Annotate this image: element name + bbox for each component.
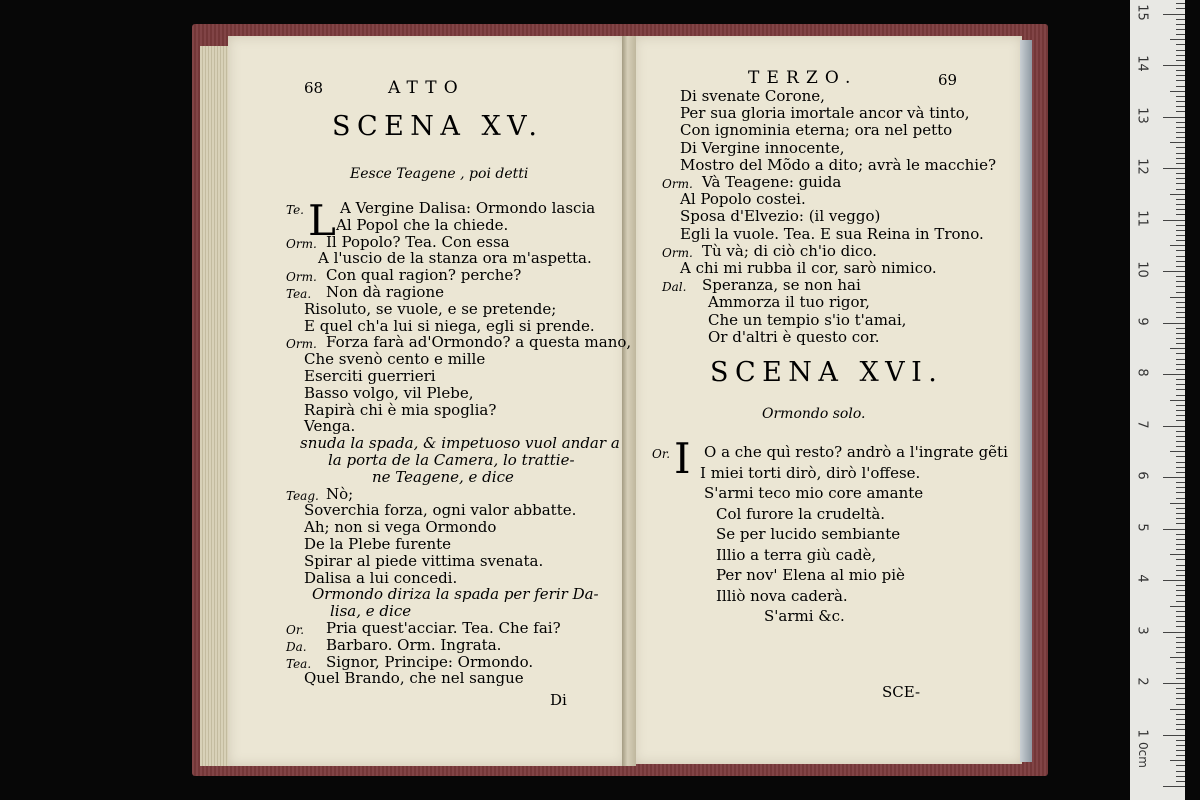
ruler-tick: [1176, 585, 1185, 586]
ruler-tick: [1176, 776, 1185, 777]
ruler-tick: [1176, 29, 1185, 30]
verse-line: E quel ch'a lui si niega, egli si prende.: [304, 316, 595, 335]
ruler-tick: [1176, 405, 1185, 406]
ruler-label: 14: [1134, 55, 1150, 72]
ruler-tick: [1176, 369, 1185, 370]
ruler-tick: [1176, 199, 1185, 200]
ruler-tick: [1163, 580, 1185, 581]
ruler-tick: [1163, 477, 1185, 478]
ruler-tick: [1176, 765, 1185, 766]
ruler-tick: [1176, 189, 1185, 190]
ruler-tick: [1176, 420, 1185, 421]
verse-line: Signor, Principe: Ormondo.: [326, 652, 534, 671]
ruler-label: 6: [1134, 471, 1150, 480]
ruler-tick: [1170, 245, 1185, 246]
ruler-tick: [1176, 286, 1185, 287]
ruler-label: 15: [1134, 3, 1150, 21]
ruler-tick: [1176, 781, 1185, 782]
speaker-label: Da.: [286, 639, 307, 654]
verse-line: Mostro del Mõdo a dito; avrà le macchie?: [680, 155, 996, 174]
ruler-tick: [1176, 302, 1185, 303]
stage-direction-line: la porta de la Camera, lo trattie-: [328, 451, 575, 469]
ruler-tick: [1163, 14, 1185, 15]
speaker-label: Orm.: [286, 236, 317, 251]
ruler-tick: [1176, 487, 1185, 488]
book-gutter: [622, 36, 636, 766]
ruler-tick: [1170, 657, 1185, 658]
scene-title-xvi: SCENA XVI.: [710, 357, 944, 388]
speaker-label: Orm.: [662, 245, 693, 260]
ruler-label: 10: [1134, 261, 1150, 278]
ruler-tick: [1176, 307, 1185, 308]
verse-line: Ammorza il tuo rigor,: [708, 293, 870, 312]
ruler-tick: [1170, 348, 1185, 349]
verse-line: Soverchia forza, ogni valor abbatte.: [304, 501, 577, 520]
verse-line: Di Vergine innocente,: [680, 138, 845, 157]
ruler-tick: [1163, 168, 1185, 169]
ruler-tick: [1170, 194, 1185, 195]
ruler-tick: [1176, 534, 1185, 535]
ruler-tick: [1176, 106, 1185, 107]
ruler-tick: [1176, 44, 1185, 45]
stage-direction-line: lisa, e dice: [330, 602, 412, 621]
ruler-tick: [1163, 632, 1185, 633]
verse-line: Illiò nova caderà.: [716, 586, 848, 605]
ruler-tick: [1176, 317, 1185, 318]
verse-line: A l'uscio de la stanza ora m'aspetta.: [318, 249, 592, 268]
speaker-label: Tea.: [286, 287, 312, 301]
verse-line: Il Popolo? Tea. Con essa: [326, 232, 510, 251]
ruler-tick: [1176, 281, 1185, 282]
ruler-label: 13: [1134, 106, 1150, 124]
ruler-tick: [1176, 498, 1185, 499]
ruler-tick: [1163, 735, 1185, 736]
ruler-tick: [1176, 240, 1185, 241]
ruler-tick: [1176, 637, 1185, 638]
ruler-label: 2: [1134, 677, 1150, 686]
ruler-tick: [1176, 256, 1185, 257]
verse-line: Tù và; di ciò ch'io dico.: [702, 241, 877, 260]
ruler-tick: [1163, 323, 1185, 324]
verse-line: Rapirà chi è mia spoglia?: [304, 400, 497, 419]
ruler-tick: [1163, 65, 1185, 66]
ruler-tick: [1176, 225, 1185, 226]
running-header-right: TERZO.: [748, 68, 858, 88]
ruler-tick: [1176, 8, 1185, 9]
ruler-tick: [1163, 374, 1185, 375]
verse-line: I miei torti dirò, dirò l'offese.: [700, 463, 921, 482]
ruler-tick: [1176, 250, 1185, 251]
ruler-tick: [1176, 261, 1185, 262]
verse-line: Spirar al piede vittima svenata.: [304, 551, 544, 570]
ruler-tick: [1176, 19, 1185, 20]
verse-line: Forza farà ad'Ormondo? a questa mano,: [326, 333, 632, 352]
verse-line: Sposa d'Elvezio: (il veggo): [680, 207, 881, 226]
speaker-label: Or.: [652, 447, 671, 461]
ruler-tick: [1176, 436, 1185, 437]
ruler-tick: [1176, 379, 1185, 380]
ruler-tick: [1176, 132, 1185, 133]
ruler-tick: [1176, 204, 1185, 205]
speaker-label: Teag.: [286, 488, 319, 503]
speaker-label: Tea.: [286, 656, 312, 671]
ruler-tick: [1176, 34, 1185, 35]
ruler-tick: [1176, 652, 1185, 653]
ruler-tick: [1176, 575, 1185, 576]
page-number-left: 68: [304, 79, 324, 97]
verse-line: O a che quì resto? andrò a l'ingrate gẽti: [704, 443, 1008, 461]
verse-line: Ah; non si vega Ormondo: [304, 518, 497, 537]
drop-cap-o: I: [674, 434, 691, 483]
ruler-tick: [1163, 271, 1185, 272]
ruler-tick: [1176, 173, 1185, 174]
ruler-tick: [1176, 729, 1185, 730]
verse-line: Nò;: [326, 484, 354, 503]
verse-line: Illio a terra giù cadè,: [716, 545, 877, 564]
ruler-tick: [1176, 209, 1185, 210]
verse-line: Per sua gloria imortale ancor và tinto,: [680, 104, 970, 123]
ruler-tick: [1176, 122, 1185, 123]
verse-line: Con ignominia eterna; ora nel petto: [680, 121, 953, 140]
ruler-tick: [1176, 312, 1185, 313]
speaker-label: Or.: [286, 623, 305, 637]
verse-line: Basso volgo, vil Plebe,: [304, 383, 474, 402]
ruler-tick: [1176, 410, 1185, 411]
verse-line: Barbaro. Orm. Ingrata.: [326, 635, 502, 654]
ruler-tick: [1176, 328, 1185, 329]
ruler-tick: [1176, 353, 1185, 354]
speaker-label: Orm.: [662, 177, 693, 191]
ruler-tick: [1176, 570, 1185, 571]
ruler-tick: [1170, 503, 1185, 504]
ruler-tick: [1176, 508, 1185, 509]
verse-line: A chi mi rubba il cor, sarò nimico.: [680, 259, 937, 277]
ruler-tick: [1170, 606, 1185, 607]
ruler-tick: [1176, 750, 1185, 751]
ruler-tick: [1170, 760, 1185, 761]
verse-line: Col furore la crudeltà.: [716, 504, 886, 523]
ruler-tick: [1176, 626, 1185, 627]
verse-line: Non dà ragione: [326, 283, 444, 301]
ruler-tick: [1176, 668, 1185, 669]
ruler-tick: [1170, 142, 1185, 143]
ruler-tick: [1176, 565, 1185, 566]
verse-line: De la Plebe furente: [304, 535, 452, 553]
measuring-ruler: [1130, 0, 1185, 800]
page-number-right: 69: [938, 71, 958, 89]
verse-line: Or d'altri è questo cor.: [708, 327, 880, 346]
ruler-tick: [1176, 755, 1185, 756]
ruler-tick: [1170, 91, 1185, 92]
ruler-tick: [1176, 24, 1185, 25]
ruler-tick: [1163, 426, 1185, 427]
ruler-label: 12: [1134, 158, 1150, 175]
ruler-tick: [1176, 621, 1185, 622]
ruler-tick: [1176, 235, 1185, 236]
ruler-tick: [1176, 523, 1185, 524]
verse-line: Al Popolo costei.: [680, 190, 806, 209]
ruler-tick: [1176, 724, 1185, 725]
catchword-right: SCE-: [882, 683, 921, 701]
ruler-tick: [1176, 333, 1185, 334]
stage-direction: Eesce Teagene , poi detti: [350, 166, 529, 182]
ruler-tick: [1176, 3, 1185, 4]
ruler-unit-label: 0cm: [1135, 742, 1150, 768]
verse-line: Con qual ragion? perche?: [326, 266, 522, 285]
ruler-tick: [1176, 467, 1185, 468]
ruler-tick: [1176, 101, 1185, 102]
ruler-tick: [1176, 111, 1185, 112]
page-edge-right: [1020, 40, 1032, 762]
ruler-tick: [1176, 80, 1185, 81]
ruler-tick: [1176, 127, 1185, 128]
ruler-tick: [1176, 492, 1185, 493]
ruler-tick: [1176, 482, 1185, 483]
verse-line: S'armi teco mio core amante: [704, 484, 924, 502]
ruler-tick: [1176, 359, 1185, 360]
ruler-tick: [1176, 559, 1185, 560]
verse-line: Che svenò cento e mille: [304, 350, 486, 369]
verse-line: Dalisa a lui concedi.: [304, 568, 458, 587]
ruler-tick: [1176, 693, 1185, 694]
ruler-tick: [1170, 451, 1185, 452]
verse-line: Eserciti guerrieri: [304, 367, 436, 385]
ruler-label: 8: [1134, 368, 1150, 377]
ruler-tick: [1176, 472, 1185, 473]
ruler-tick: [1176, 647, 1185, 648]
ruler-tick: [1176, 539, 1185, 540]
ruler-label: 1: [1134, 728, 1150, 738]
verse-line: Risoluto, se vuole, e se pretende;: [304, 299, 557, 318]
ruler-tick: [1176, 178, 1185, 179]
ruler-tick: [1176, 75, 1185, 76]
ruler-label: 5: [1134, 522, 1150, 532]
ruler-tick: [1176, 601, 1185, 602]
ruler-label: 9: [1134, 316, 1150, 326]
ruler-label: 11: [1134, 209, 1150, 227]
ruler-tick: [1176, 616, 1185, 617]
ruler-tick: [1176, 364, 1185, 365]
ruler-tick: [1176, 745, 1185, 746]
ruler-tick: [1176, 183, 1185, 184]
verse-line: Quel Brando, che nel sangue: [304, 669, 524, 688]
stage-direction-line: ne Teagene, e dice: [372, 467, 514, 486]
verse-line: Pria quest'acciar. Tea. Che fai?: [326, 619, 561, 637]
ruler-tick: [1176, 230, 1185, 231]
ruler-tick: [1170, 297, 1185, 298]
ruler-tick: [1176, 518, 1185, 519]
drop-cap-l: L: [308, 196, 336, 245]
ruler-tick: [1176, 688, 1185, 689]
ruler-tick: [1170, 554, 1185, 555]
ruler-tick: [1176, 158, 1185, 159]
verse-line: A Vergine Dalisa: Ormondo lascia: [340, 199, 596, 217]
ruler-tick: [1176, 462, 1185, 463]
ruler-tick: [1176, 55, 1185, 56]
ruler-tick: [1163, 529, 1185, 530]
speaker-label: Orm.: [286, 337, 317, 352]
ruler-tick: [1176, 60, 1185, 61]
ruler-tick: [1176, 611, 1185, 612]
ruler-tick: [1176, 338, 1185, 339]
ruler-tick: [1176, 163, 1185, 164]
ruler-tick: [1176, 431, 1185, 432]
verse-line: Venga.: [304, 417, 356, 436]
ruler-label: 3: [1134, 625, 1150, 635]
ruler-tick: [1176, 714, 1185, 715]
ruler-tick: [1170, 400, 1185, 401]
ruler-tick: [1176, 395, 1185, 396]
ruler-tick: [1176, 673, 1185, 674]
ruler-tick: [1176, 704, 1185, 705]
ruler-tick: [1176, 698, 1185, 699]
ruler-tick: [1176, 771, 1185, 772]
ruler-tick: [1176, 86, 1185, 87]
stage-direction-line: snuda la spada, & impetuoso vuol andar a: [300, 434, 620, 453]
page-edges: [200, 46, 230, 766]
ruler-tick: [1176, 549, 1185, 550]
ruler-tick: [1170, 709, 1185, 710]
ruler-tick: [1176, 384, 1185, 385]
ruler-tick: [1163, 220, 1185, 221]
ruler-tick: [1176, 678, 1185, 679]
verse-line: Và Teagene: guida: [702, 173, 842, 191]
verse-line: Al Popol che la chiede.: [336, 215, 509, 234]
ruler-tick: [1176, 266, 1185, 267]
stage-direction-line: Ormondo diriza la spada per ferir Da-: [312, 585, 599, 604]
ruler-tick: [1163, 117, 1185, 118]
verse-line: Di svenate Corone,: [680, 87, 825, 105]
ruler-tick: [1176, 662, 1185, 663]
ruler-tick: [1176, 719, 1185, 720]
ruler-tick: [1176, 50, 1185, 51]
ruler-tick: [1176, 513, 1185, 514]
ruler-tick: [1176, 276, 1185, 277]
ruler-tick: [1176, 740, 1185, 741]
verse-line: Speranza, se non hai: [702, 276, 861, 295]
ruler-tick: [1176, 590, 1185, 591]
ruler-tick: [1176, 147, 1185, 148]
ruler-tick: [1176, 544, 1185, 545]
ruler-tick: [1176, 595, 1185, 596]
verse-line: S'armi &c.: [764, 607, 845, 625]
verse-line: Per nov' Elena al mio piè: [716, 566, 905, 584]
speaker-label: Dal.: [662, 280, 687, 295]
ruler-tick: [1176, 415, 1185, 416]
speaker-label: Te.: [286, 203, 304, 217]
ruler-label: 4: [1134, 574, 1150, 583]
verse-line: Egli la vuole. Tea. E sua Reina in Trono.: [680, 224, 984, 243]
ruler-tick: [1176, 137, 1185, 138]
ruler-tick: [1176, 70, 1185, 71]
ruler-tick: [1170, 39, 1185, 40]
stage-direction: Ormondo solo.: [762, 406, 866, 422]
verse-line: Se per lucido sembiante: [716, 525, 901, 543]
ruler-tick: [1176, 153, 1185, 154]
ruler-tick: [1163, 786, 1185, 787]
verse-line: Che un tempio s'io t'amai,: [708, 310, 907, 329]
ruler-label: 7: [1134, 419, 1150, 429]
running-header-left: ATTO: [388, 78, 465, 98]
speaker-label: Orm.: [286, 270, 317, 285]
ruler-tick: [1176, 96, 1185, 97]
ruler-tick: [1176, 642, 1185, 643]
ruler-tick: [1176, 343, 1185, 344]
ruler-tick: [1176, 441, 1185, 442]
scene-title-xv: SCENA XV.: [332, 111, 544, 142]
ruler-tick: [1176, 292, 1185, 293]
ruler-tick: [1176, 214, 1185, 215]
ruler-tick: [1176, 389, 1185, 390]
ruler-tick: [1176, 456, 1185, 457]
ruler-tick: [1176, 446, 1185, 447]
catchword-left: Di: [550, 691, 567, 709]
ruler-tick: [1163, 683, 1185, 684]
